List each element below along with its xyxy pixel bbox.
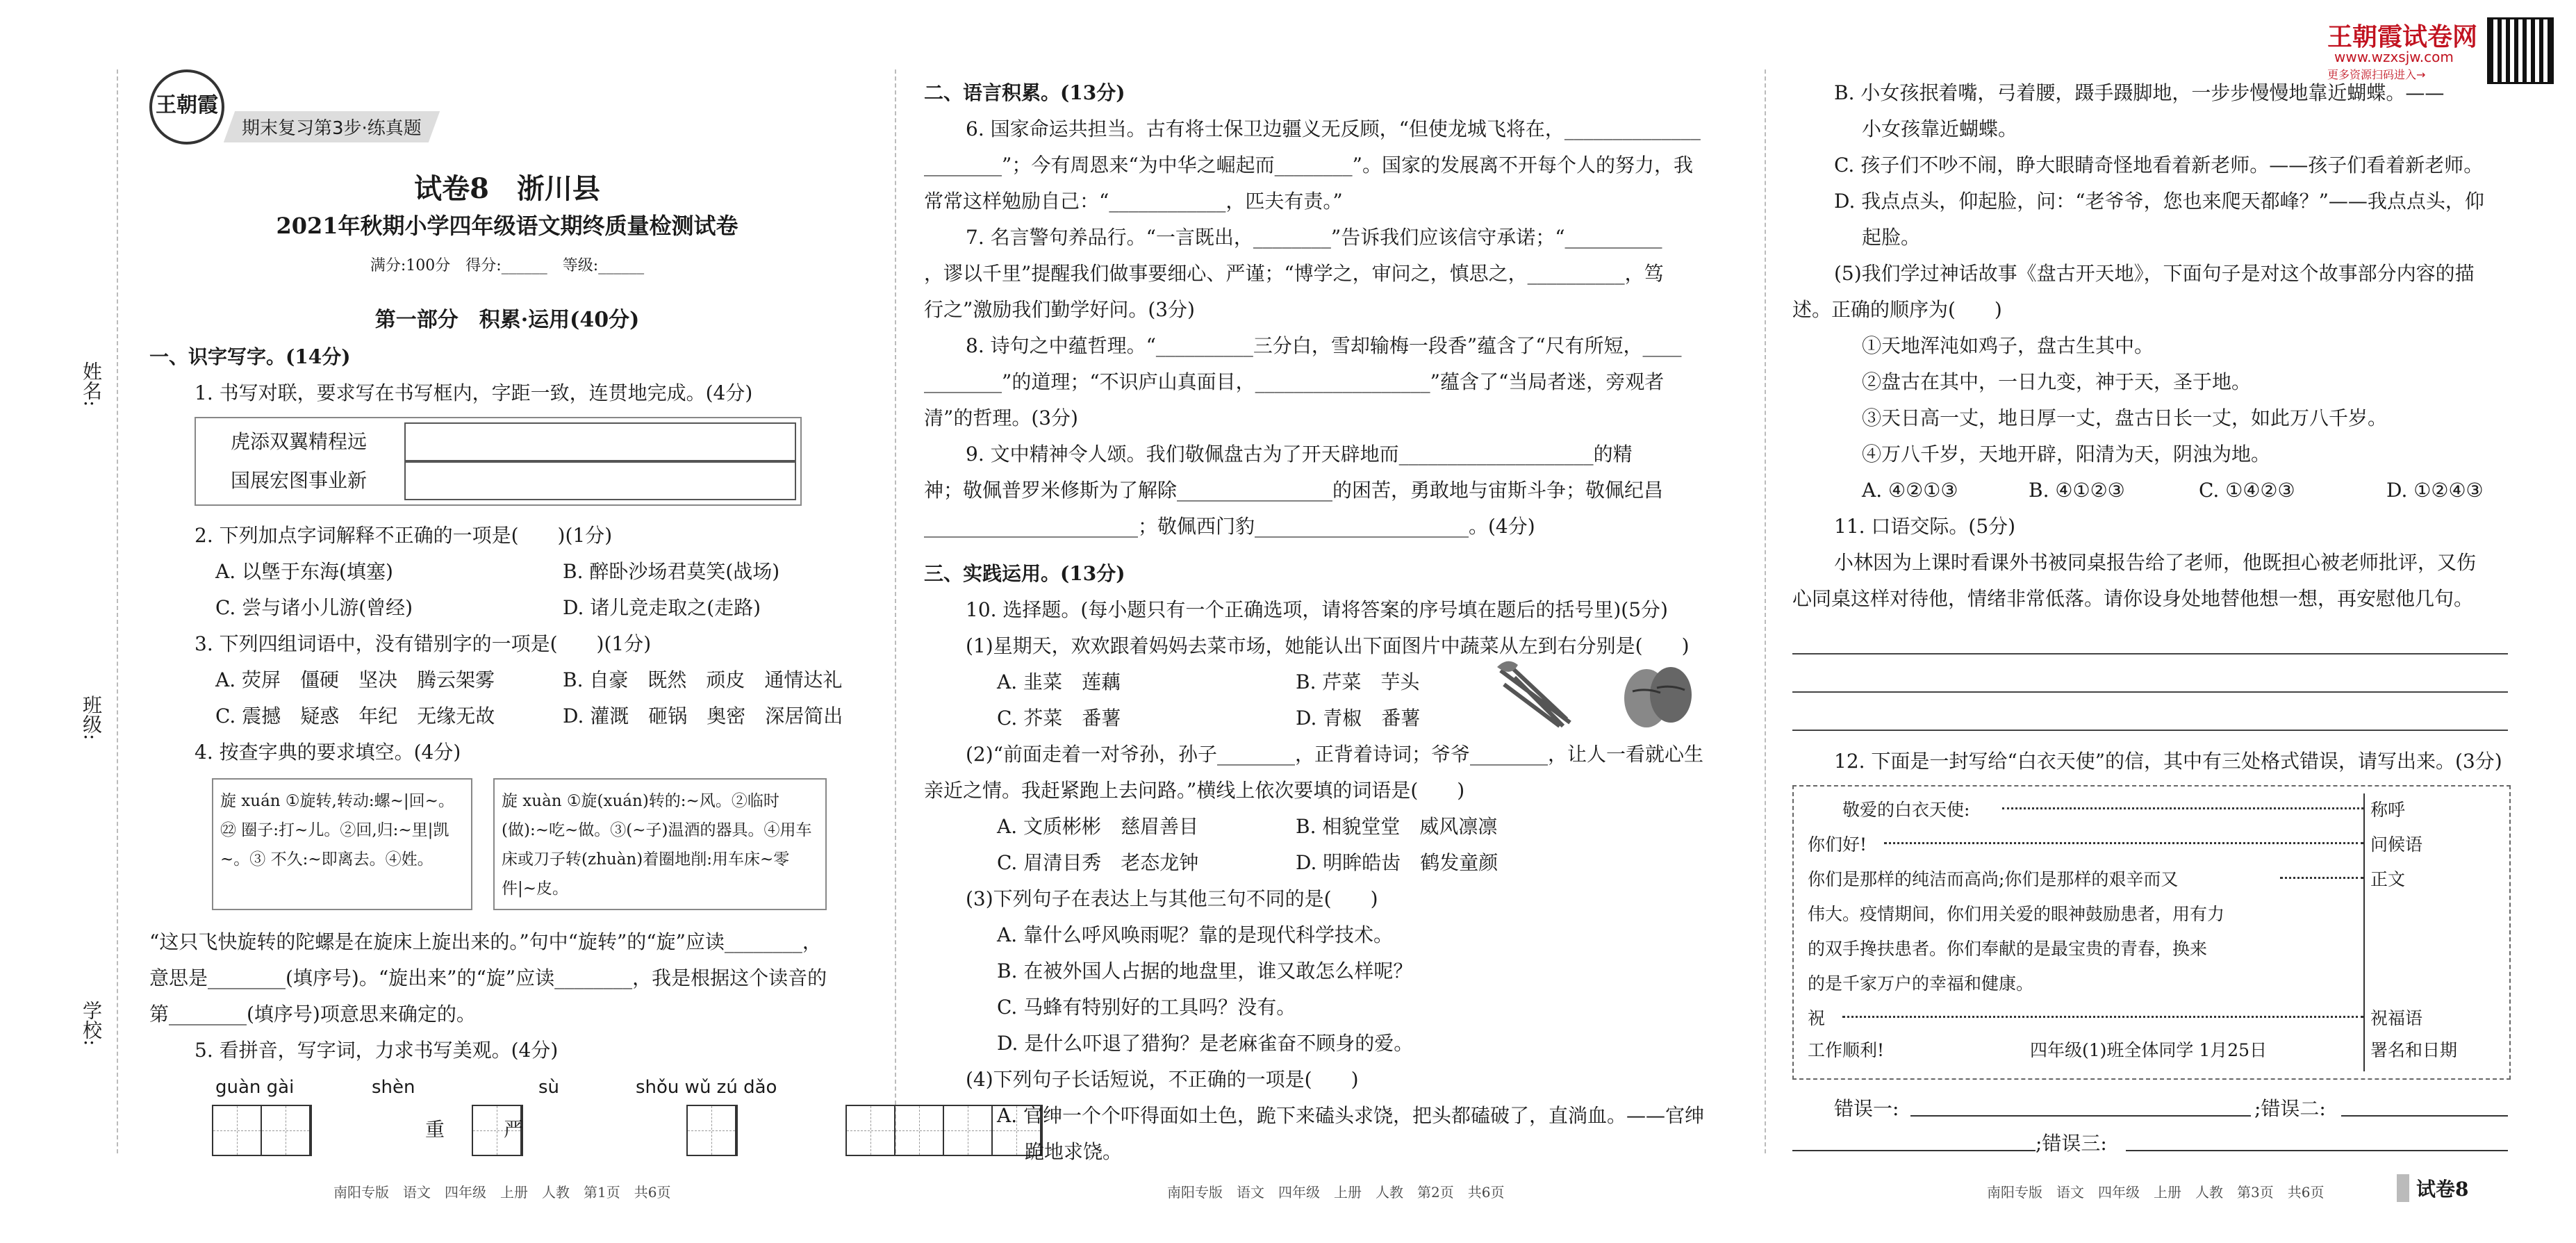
q10-4-option-d-line-2: 起脸。 <box>1862 226 1921 249</box>
paper-title: 试卷8 浙川县 <box>414 172 600 205</box>
q5: 5. 看拼音，写字词，力求书写美观。(4分) <box>195 1039 559 1062</box>
leader-line-4 <box>1842 1016 2363 1018</box>
q10-2-line-2: 亲近之情。我赶紧跑上去问路。”横线上依次要填的词语是( ) <box>924 779 1465 802</box>
dict-entry-2: 旋 xuàn ①旋(xuán)转的:~风。②临时(做):~吃~做。③(~子)温酒的器具。④用车床或刀子转(zhuàn)着圈地削:用车床~零件|~皮。 <box>493 778 827 910</box>
leader-line-1 <box>2002 807 2363 809</box>
q8-line-2: ________”的道理；“不识庐山真面目，__________________”蕴含了“当局者迷，旁观者 <box>924 370 1665 393</box>
pinyin-1: guàn gài <box>215 1077 295 1098</box>
q2: 2. 下列加点字词解释不正确的一项是( )(1分) <box>195 524 613 547</box>
q3-option-d: D. 灌溉 砸锅 奥密 深居简出 <box>563 705 843 727</box>
brand-logo: 王朝霞 <box>149 69 224 145</box>
q10-1: (1)星期天，欢欢跟着妈妈去菜市场，她能认出下面图片中蔬菜从左到右分别是( ) <box>966 634 1690 657</box>
q6-line-3: 常常这样勉励自己：“____________，匹夫有责。” <box>924 190 1343 213</box>
brand-slogan: 更多资源扫码进入→ <box>2327 68 2426 81</box>
q9-line-3: ______________________；敬佩西门豹______________________。(4分) <box>924 515 1535 538</box>
q10-4-option-a-line-2: 跪地求饶。 <box>1025 1140 1123 1163</box>
letter-wish: 祝 <box>1808 1008 1826 1028</box>
q9-line-2: 神；敬佩普罗米修斯为了解除________________的困苦，勇敢地与宙斯斗争；敬佩纪昌 <box>924 479 1664 502</box>
letter-bracket <box>2363 793 2365 1071</box>
q10-3: (3)下列句子在表达上与其他三句不同的是( ) <box>966 887 1378 910</box>
q3: 3. 下列四组词语中，没有错别字的一项是( )(1分) <box>195 632 652 655</box>
q4-text-2: 意思是________(填序号)。“旋出来”的“旋”应读________，我是根据这个读音的 <box>149 966 827 989</box>
couplet-write-box-2[interactable] <box>404 461 796 500</box>
leader-line-2 <box>1884 842 2363 844</box>
q2-option-a: A. 以墍于东海(填塞) <box>215 560 393 583</box>
q8-line-3: 清”的哲理。(3分) <box>924 406 1078 429</box>
error-3-input[interactable] <box>2126 1150 2508 1151</box>
q11: 11. 口语交际。(5分) <box>1834 515 2016 538</box>
error-2-label: ;错误二: <box>2254 1097 2326 1120</box>
q10-4-option-b-line-1: B. 小女孩抿着嘴，弓着腰，蹑手蹑脚地，一步步慢慢地靠近蝴蝶。—— <box>1834 81 2445 104</box>
footer-page-2: 南阳专版 语文 四年级 上册 人教 第2页 共6页 <box>1167 1184 1505 1201</box>
footer-page-3: 南阳专版 语文 四年级 上册 人教 第3页 共6页 <box>1987 1184 2325 1201</box>
q4-text-3: 第________(填序号)项意思来确定的。 <box>149 1003 476 1026</box>
tag-greeting: 问候语 <box>2370 834 2423 855</box>
q3-option-c: C. 震撼 疑惑 年纪 无缘无故 <box>215 705 495 727</box>
q10-2-option-a: A. 文质彬彬 慈眉善目 <box>997 815 1199 838</box>
pinyin-4: shǒu wǔ zú dǎo <box>636 1077 777 1098</box>
q10-1-option-d: D. 青椒 番薯 <box>1296 707 1421 730</box>
part-title: 第一部分 积累·运用(40分) <box>374 308 640 332</box>
q10-4: (4)下列句子长话短说，不正确的一项是( ) <box>966 1068 1359 1091</box>
section-3-title: 三、实践运用。(13分) <box>924 562 1125 585</box>
sequence-item-4: ④万八千岁，天地开辟，阳清为天，阴浊为地。 <box>1862 443 2271 466</box>
q10-1-option-c: C. 芥菜 番薯 <box>997 707 1121 730</box>
error-1-label: 错误一: <box>1834 1097 1899 1120</box>
q10-5-line-1: (5)我们学过神话故事《盘古开天地》，下面句子是对这个故事部分内容的描 <box>1834 262 2475 285</box>
letter-signature: 四年级(1)班全体同学 1月25日 <box>2030 1040 2268 1060</box>
section-1-title: 一、识字写字。(14分) <box>149 345 351 368</box>
sequence-item-2: ②盘古在其中，一日九变，神于天，圣于地。 <box>1862 370 2252 393</box>
banner: 期末复习第3步·练真题 <box>224 111 440 142</box>
brand-url: www.wzxsjw.com <box>2334 49 2454 65</box>
tag-wish: 祝福语 <box>2370 1008 2423 1028</box>
name-label: 姓名: <box>80 361 103 407</box>
paper-subtitle: 2021年秋期小学四年级语文期终质量检测试卷 <box>276 213 738 239</box>
error-2-input-cont[interactable] <box>1792 1150 2036 1151</box>
q11-text-2: 心同桌这样对待他，情绪非常低落。请你设身处地替他想一想，再安慰他几句。 <box>1792 587 2474 610</box>
letter-body-4: 的是千家万户的幸福和健康。 <box>1808 973 2034 994</box>
given-char-1: 重 <box>425 1118 445 1141</box>
q2-option-b: B. 醉卧沙场君莫笑(战场) <box>563 560 780 583</box>
q10-5-option-a: A. ④②①③ <box>1862 479 1958 502</box>
q10-1-option-a: A. 韭菜 莲藕 <box>997 670 1121 693</box>
q10-2-option-d: D. 明眸皓齿 鹤发童颜 <box>1296 851 1498 874</box>
school-label: 学校: <box>80 1001 103 1046</box>
letter-body-2: 伟大。疫情期间，你们用关爱的眼神鼓励患者，用有力 <box>1808 904 2225 924</box>
footer-page-1: 南阳专版 语文 四年级 上册 人教 第1页 共6页 <box>333 1184 671 1201</box>
q10-3-option-c: C. 马蜂有特别好的工具吗？没有。 <box>997 996 1296 1019</box>
tag-salutation: 称呼 <box>2370 800 2406 820</box>
q1: 1. 书写对联，要求写在书写框内，字距一致，连贯地完成。(4分) <box>195 381 753 404</box>
paper-tag: 试卷8 <box>2397 1174 2468 1202</box>
answer-line-2[interactable] <box>1792 691 2508 693</box>
letter-body-1: 你们是那样的纯洁而高尚;你们是那样的艰辛而又 <box>1808 869 2179 889</box>
q10-4-option-c: C. 孩子们不吵不闹，睁大眼睛奇怪地看着新老师。——孩子们看着新老师。 <box>1834 154 2484 176</box>
letter-wish-2: 工作顺利! <box>1808 1040 1885 1060</box>
pinyin-3: sù <box>538 1077 560 1098</box>
couplet-write-box-1[interactable] <box>404 422 796 461</box>
q10-2-option-c: C. 眉清目秀 老态龙钟 <box>997 851 1199 874</box>
q7-line-3: 行之”激励我们勤学好问。(3分) <box>924 298 1195 321</box>
qr-code-icon[interactable] <box>2487 17 2554 84</box>
score-meta: 满分:100分 得分:______ 等级:______ <box>370 257 645 274</box>
q3-option-b: B. 自豪 既然 顽皮 通情达礼 <box>563 668 843 691</box>
answer-line-3[interactable] <box>1792 730 2508 731</box>
q6-line-1: 6. 国家命运共担当。古有将士保卫边疆义无反顾，“但使龙城飞将在，______________ <box>966 117 1701 140</box>
q10-3-option-d: D. 是什么吓退了猎狗？是老麻雀奋不顾身的爱。 <box>997 1032 1414 1055</box>
q10-5-line-2: 述。正确的顺序为( ) <box>1792 298 2002 321</box>
tag-signature: 署名和日期 <box>2370 1040 2458 1060</box>
q10-2-line-1: (2)“前面走着一对爷孙，孙子________，正背着诗词；爷爷________，让人一看就心生 <box>966 743 1703 766</box>
sequence-item-3: ③天日高一丈，地日厚一丈，盘古日长一丈，如此万八千岁。 <box>1862 406 2388 429</box>
q12: 12. 下面是一封写给“白衣天使”的信，其中有三处格式错误，请写出来。(3分) <box>1834 750 2502 773</box>
q10: 10. 选择题。(每小题只有一个正确选项，请将答案的序号填在题后的括号里)(5分) <box>966 598 1668 621</box>
brand-name: 王朝霞试卷网 <box>2327 23 2478 51</box>
letter-greeting: 你们好! <box>1808 834 1867 855</box>
q10-2-option-b: B. 相貌堂堂 威风凛凛 <box>1296 815 1498 838</box>
column-divider-2 <box>1765 69 1766 1153</box>
couplet-box <box>195 417 802 506</box>
q9-line-1: 9. 文中精神令人颂。我们敬佩盘古为了开天辟地而____________________的精 <box>966 443 1633 466</box>
q11-text-1: 小林因为上课时看课外书被同桌报告给了老师，他既担心被老师批评，又伤 <box>1834 551 2477 574</box>
q8-line-1: 8. 诗句之中蕴哲理。“__________三分白，雪却输梅一段香”蕴含了“尺有所短，____ <box>966 334 1682 357</box>
q10-3-option-a: A. 靠什么呼风唤雨呢？靠的是现代科学技术。 <box>997 923 1394 946</box>
class-label: 班级: <box>80 695 103 741</box>
couplet-line-2: 国展宏图事业新 <box>231 469 368 492</box>
letter-box <box>1792 785 2511 1080</box>
q10-3-option-b: B. 在被外国人占据的地盘里，谁又敢怎么样呢？ <box>997 960 1413 982</box>
q10-5-option-b: B. ④①②③ <box>2029 479 2125 502</box>
letter-salutation: 敬爱的白衣天使: <box>1842 800 1970 820</box>
q10-1-option-b: B. 芹菜 芋头 <box>1296 670 1420 693</box>
error-3-label: ;错误三: <box>2036 1132 2107 1155</box>
couplet-line-1: 虎添双翼精程远 <box>231 430 368 453</box>
q2-option-d: D. 诸儿竞走取之(走路) <box>563 596 761 619</box>
dict-entry-1: 旋 xuán ①旋转,转动:螺~|回~。㉒ 圈子:打~儿。②回,归:~里|凯~。③ 不久:~即离去。④姓。 <box>212 778 472 910</box>
q7-line-1: 7. 名言警句养品行。“一言既出，________”告诉我们应该信守承诺；“__________ <box>966 226 1662 249</box>
q4-text-1: “这只飞快旋转的陀螺是在旋床上旋出来的。”句中“旋转”的“旋”应读________， <box>149 930 822 953</box>
binding-line <box>117 69 118 1153</box>
section-2-title: 二、语言积累。(13分) <box>924 81 1125 104</box>
error-2-input[interactable] <box>2341 1115 2508 1117</box>
sequence-item-1: ①天地浑沌如鸡子，盘古生其中。 <box>1862 334 2154 357</box>
tag-body: 正文 <box>2370 869 2406 889</box>
leader-line-3 <box>2280 877 2363 879</box>
q7-line-2: ，谬以千里”提醒我们做事要细心、严谨；“博学之，审问之，慎思之，__________，笃 <box>924 262 1664 285</box>
celery-image <box>1494 657 1577 733</box>
column-divider-1 <box>895 69 896 1153</box>
given-char-2: 严 <box>504 1118 524 1141</box>
q10-4-option-b-line-2: 小女孩靠近蝴蝶。 <box>1862 117 2018 140</box>
q10-4-option-a-line-1: A. 官绅一个个吓得面如土色，跪下来磕头求饶，把头都磕破了，直淌血。——官绅 <box>997 1104 1705 1127</box>
q10-5-option-c: C. ①④②③ <box>2199 479 2295 502</box>
q6-line-2: ________”；今有周恩来“为中华之崛起而________”。国家的发展离不开每个人的努力，我 <box>924 154 1693 176</box>
error-1-input[interactable] <box>1910 1115 2251 1117</box>
taro-image <box>1619 657 1695 733</box>
q2-option-c: C. 尝与诸小儿游(曾经) <box>215 596 413 619</box>
pinyin-2: shèn <box>372 1077 415 1098</box>
q10-4-option-d-line-1: D. 我点点头，仰起脸，问：“老爷爷，您也来爬天都峰？”——我点点头，仰 <box>1834 190 2484 213</box>
q4: 4. 按查字典的要求填空。(4分) <box>195 741 461 764</box>
q3-option-a: A. 荧屏 僵硬 坚决 腾云架雾 <box>215 668 495 691</box>
answer-line-1[interactable] <box>1792 653 2508 655</box>
write-grid-1[interactable] <box>212 1105 312 1156</box>
write-grid-3[interactable] <box>686 1105 738 1156</box>
letter-body-3: 的双手搀扶患者。你们奉献的是最宝贵的青春，换来 <box>1808 939 2208 959</box>
q10-5-option-d: D. ①②④③ <box>2386 479 2484 502</box>
